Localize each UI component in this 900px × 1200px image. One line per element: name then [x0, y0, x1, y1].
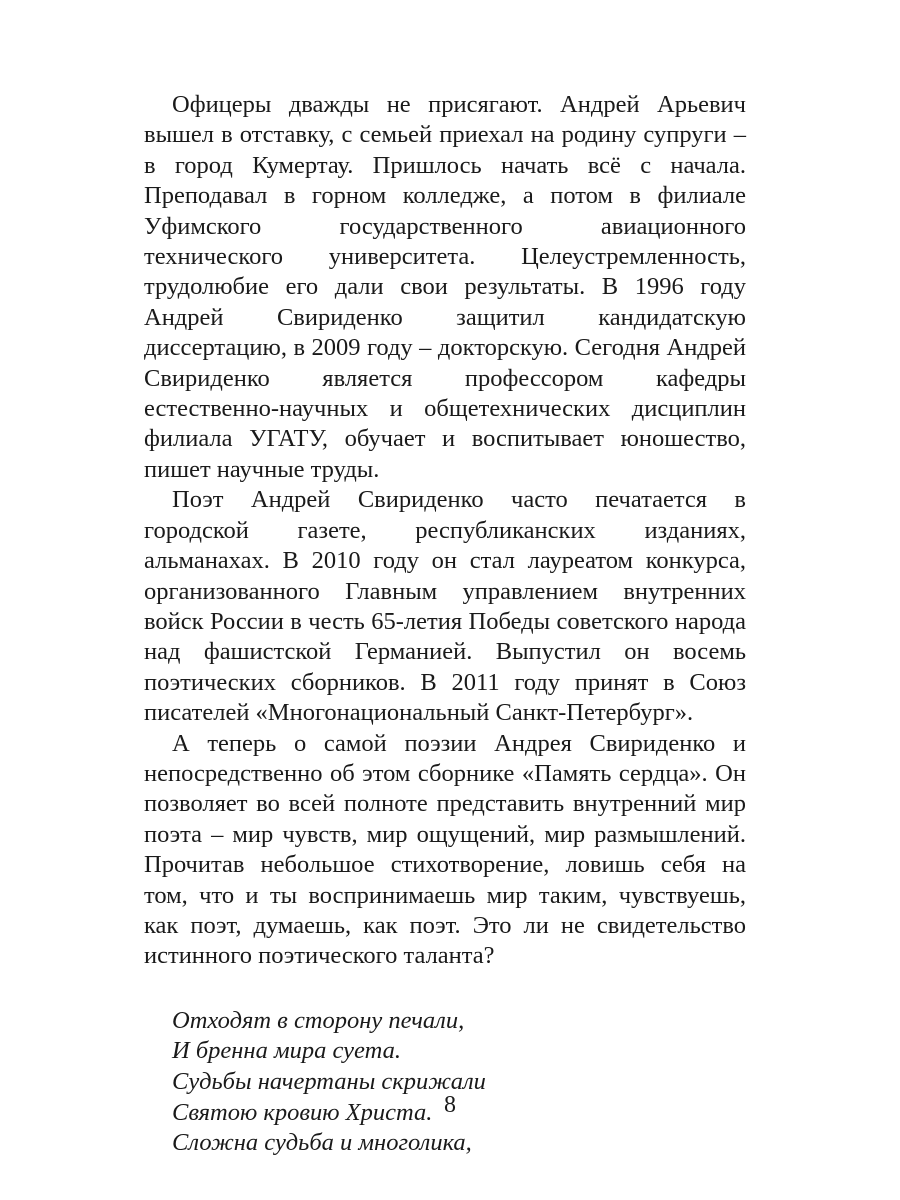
poem-line: И бренна мира суета. [172, 1037, 401, 1065]
poem-line: Сложна судьба и многолика, [172, 1129, 472, 1157]
paragraph-3: А теперь о самой поэзии Андрея Свириденко и непосредственно об этом сборнике «Память сердца». Он позволяет во всей полноте представить внутренний мир поэта – мир чувств, мир ощущений, мир размышлений. Прочитав небольшое стихотворение, ловишь себя на том, что и ты воспринимаешь мир таким, чувствуешь, как поэт, думаешь, как поэт. Это ли не свидетельство истинного поэтического таланта? [144, 729, 746, 970]
page-body [144, 90, 746, 1159]
page-number: 8 [444, 1092, 456, 1118]
poem-line: Судьбы начертаны скрижали [172, 1067, 486, 1095]
paragraph-2: Поэт Андрей Свириденко часто печатается в городской газете, республиканских изданиях, альманахах. В 2010 году он стал лауреатом конкурса, организованного Главным управлением внутренних войск России в честь 65-летия Победы советского народа над фашистской Германией. Выпустил он восемь поэтических сборников. В 2011 году принят в Союз писателей «Многонациональный Санкт-Петербург». [144, 486, 746, 727]
poem-excerpt [144, 1006, 746, 1159]
poem-line: Отходят в сторону печали, [172, 1006, 465, 1034]
poem-line: Святою кровию Христа. [172, 1098, 433, 1126]
paragraph-1: Офицеры дважды не присягают. Андрей Арьевич вышел в отставку, с семьей приехал на родину супруги – в город Кумертау. Пришлось начать всё с начала. Преподавал в горном колледже, а потом в филиале Уфимского государственного авиационного технического университета. Целеустремленность, трудолюбие его дали свои результаты. В 1996 году Андрей Свириденко защитил кандидатскую диссертацию, в 2009 году – докторскую. Сегодня Андрей Свириденко является профессором кафедры естественно-научных и общетехнических дисциплин филиала УГАТУ, обучает и воспитывает юношество, пишет научные труды. [144, 91, 746, 483]
